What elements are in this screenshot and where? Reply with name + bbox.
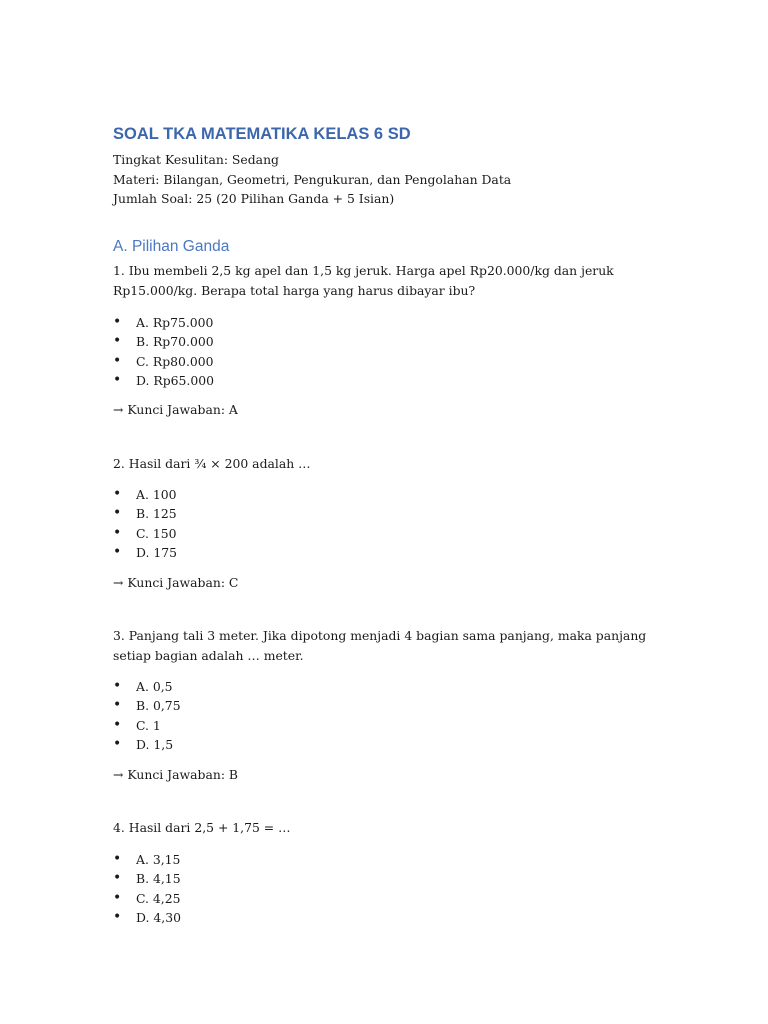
option-list [113,313,214,390]
bullet-icon: • [113,716,122,733]
topics-line: Materi: Bilangan, Geometri, Pengukuran, dan Pengolahan Data [113,171,512,187]
option-item [113,696,181,715]
bullet-icon: • [113,505,122,522]
arrow-icon: → [113,767,124,782]
option-label: D. 4,30 [136,909,181,925]
section-heading: A. Pilihan Ganda [113,238,230,255]
arrow-icon: → [113,575,124,590]
option-item [113,332,214,351]
option-item [113,313,214,332]
bullet-icon: • [113,735,122,752]
option-list [113,485,177,562]
answer-label: Kunci Jawaban: A [127,402,238,417]
option-item [113,908,181,927]
option-label: A. 0,5 [136,679,173,694]
bullet-icon: • [113,851,122,867]
bullet-icon: • [113,524,122,541]
option-item [113,352,214,371]
option-label: B. 0,75 [136,698,181,714]
option-label: B. 4,15 [136,871,181,887]
bullet-icon: • [113,486,122,502]
option-label: C. 1 [136,717,161,733]
option-item [113,889,181,908]
answer-label: Kunci Jawaban: B [127,767,239,782]
question-count-line: Jumlah Soal: 25 (20 Pilihan Ganda + 5 Isian) [113,191,395,206]
arrow-icon: → [113,402,124,417]
option-list [113,677,181,754]
option-label: D. Rp65.000 [136,372,214,388]
answer-key [113,575,238,590]
bullet-icon: • [113,371,122,388]
option-item [113,543,177,562]
answer-key [113,402,238,417]
bullet-icon: • [113,678,122,694]
bullet-icon: • [113,352,122,369]
bullet-icon: • [113,314,122,330]
option-item [113,869,181,888]
option-label: B. 125 [136,506,177,522]
question-text: 3. Panjang tali 3 meter. Jika dipotong menjadi 4 bagian sama panjang, maka panjang setiap bagian adalah … meter. [113,628,647,663]
option-item [113,524,177,543]
document-meta [113,150,511,209]
option-item [113,485,177,504]
option-label: A. Rp75.000 [136,315,214,330]
option-label: D. 175 [136,544,178,560]
answer-label: Kunci Jawaban: C [127,575,239,590]
option-item [113,716,181,735]
option-label: C. Rp80.000 [136,353,214,369]
answer-key [113,767,238,782]
option-item [113,371,214,390]
option-item [113,735,181,754]
question-text: 4. Hasil dari 2,5 + 1,75 = … [113,820,291,835]
document-title: SOAL TKA MATEMATIKA KELAS 6 SD [113,125,411,143]
option-list [113,850,181,927]
bullet-icon: • [113,889,122,906]
option-label: A. 100 [136,487,177,502]
option-item [113,677,181,696]
question-text: 1. Ibu membeli 2,5 kg apel dan 1,5 kg jeruk. Harga apel Rp20.000/kg dan jeruk Rp15.000/kg. Berapa total harga yang harus dibayar ibu? [113,263,614,298]
option-label: D. 1,5 [136,736,174,752]
option-label: B. Rp70.000 [136,334,214,350]
bullet-icon: • [113,543,122,560]
bullet-icon: • [113,908,122,925]
option-label: C. 4,25 [136,890,181,906]
option-item [113,850,181,869]
option-label: C. 150 [136,525,177,541]
option-item [113,504,177,523]
question-text: 2. Hasil dari ¾ × 200 adalah … [113,456,311,471]
bullet-icon: • [113,697,122,714]
option-label: A. 3,15 [136,852,181,867]
bullet-icon: • [113,333,122,350]
difficulty-line: Tingkat Kesulitan: Sedang [113,152,279,167]
bullet-icon: • [113,870,122,887]
